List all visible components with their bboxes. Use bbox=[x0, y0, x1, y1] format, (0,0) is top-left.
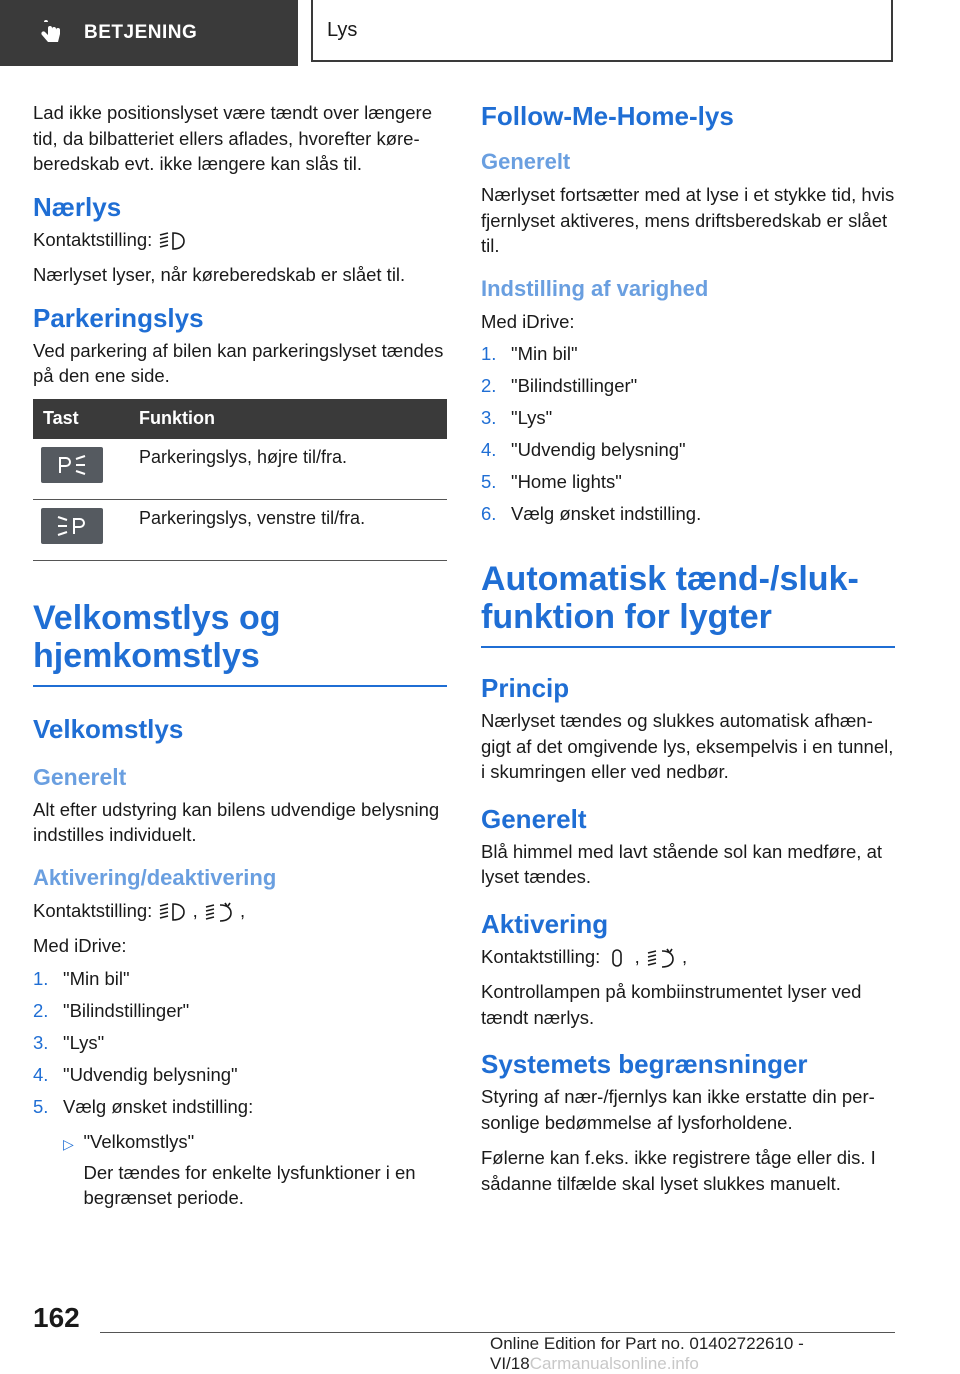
right-column bbox=[481, 100, 895, 1206]
intro-text: Lad ikke positionslyset være tændt over længere tid, da bilbatteriet ellers aflades, hvorefter køreberedskab evt. ikke længere kan slås til. bbox=[33, 102, 432, 174]
list-item: 4. "Udvendig belysning" bbox=[481, 439, 686, 460]
princip-text: Nærlyset tændes og slukkes automatisk afhængigt af det omgivende lys, eksempelvis i en tunnel, i skumringen eller ved nedbør. bbox=[481, 710, 894, 782]
idrive-label: Med iDrive: bbox=[481, 310, 575, 332]
driving-ready-icon bbox=[645, 947, 677, 969]
welcome-steps-list bbox=[33, 963, 447, 1123]
table-row bbox=[33, 499, 447, 560]
generelt-text: Nærlyset fortsætter med at lyse i et stykke tid, hvis fjernlyset aktiveres, mens driftsberedskab er slået til. bbox=[481, 184, 895, 256]
parkering-heading: Parkeringslys bbox=[33, 302, 204, 333]
aktivering-contact: Kontaktstilling: , , bbox=[33, 898, 447, 924]
generelt-heading: Generelt bbox=[33, 763, 127, 790]
parkering-text: Ved parkering af bilen kan parkeringslyset tændes på den ene side. bbox=[33, 339, 444, 386]
page-footer bbox=[0, 1296, 960, 1373]
aktivering-contact: Kontaktstilling: , , bbox=[481, 944, 895, 970]
section-label: BETJENING bbox=[84, 22, 198, 43]
naerlys-contact: Kontaktstilling: bbox=[33, 227, 447, 253]
generelt-heading: Generelt bbox=[481, 149, 571, 174]
list-item: 1. "Min bil" bbox=[33, 967, 130, 989]
list-item: 5. "Home lights" bbox=[481, 471, 622, 492]
chapter-label: Lys bbox=[327, 18, 358, 41]
left-column bbox=[33, 100, 447, 1210]
aktivering-heading: Aktivering/deaktivering bbox=[33, 864, 277, 890]
list-item: 4. "Udvendig belysning" bbox=[33, 1063, 238, 1085]
footer-divider bbox=[100, 1332, 895, 1333]
list-item: 2. "Bilindstillinger" bbox=[481, 375, 638, 396]
table-row bbox=[33, 439, 447, 500]
parking-light-right-icon bbox=[41, 447, 103, 483]
fmh-heading: Follow-Me-Home-lys bbox=[481, 101, 734, 131]
parking-light-left-icon bbox=[41, 508, 103, 544]
generelt2-text: Blå himmel med lavt stående sol kan medføre, at lyset tændes. bbox=[481, 840, 883, 887]
begraensninger-heading: Systemets begrænsninger bbox=[481, 1049, 808, 1079]
watermark: Carmanualsonline.info bbox=[529, 1354, 699, 1373]
list-item: 6. Vælg ønsket indstilling. bbox=[481, 503, 702, 524]
begraensninger-text-1: Styring af nær-/fjernlys kan ikke erstatte din personlige bedømmelse af lysforholdene. bbox=[481, 1086, 875, 1133]
generelt2-heading: Generelt bbox=[481, 803, 587, 834]
ignition-on-icon bbox=[157, 901, 187, 923]
ignition-on-icon bbox=[157, 230, 187, 252]
page-header bbox=[0, 0, 960, 66]
sub-list-item: ▷ "Velkomstlys" Der tændes for enkelte lysfunktioner i en begrænset periode. bbox=[63, 1130, 416, 1208]
naerlys-text: Nærlyset lyser, når køreberedskab er slået til. bbox=[33, 264, 406, 285]
list-item: 5. Vælg ønsket indstilling: bbox=[33, 1095, 254, 1117]
parking-light-table bbox=[33, 399, 447, 561]
section-tab bbox=[0, 0, 298, 66]
idrive-label: Med iDrive: bbox=[33, 935, 127, 956]
generelt-text: Alt efter udstyring kan bilens udvendige belysning indstilles individuelt. bbox=[33, 798, 440, 845]
triangle-bullet-icon: ▷ bbox=[63, 1135, 74, 1152]
varighed-heading: Indstilling af varighed bbox=[481, 275, 709, 301]
list-item: 3. "Lys" bbox=[481, 407, 553, 428]
page-number: 162 bbox=[33, 1302, 80, 1333]
table-cell-function: Parkeringslys, højre til/fra. bbox=[129, 439, 447, 500]
list-item: 2. "Bilindstillinger" bbox=[33, 999, 190, 1021]
princip-heading: Princip bbox=[481, 673, 570, 703]
hand-pointer-icon bbox=[38, 19, 66, 47]
chapter-tab bbox=[311, 0, 893, 62]
velkomst-heading: Velkomstlys bbox=[33, 713, 184, 744]
list-item: 3. "Lys" bbox=[33, 1031, 105, 1053]
auto-section-heading: Automatisk tænd-/slukfunktion for lygter bbox=[481, 560, 895, 648]
fmh-steps-list bbox=[481, 338, 895, 530]
edition-note: Online Edition for Part no. 01402722610 - VI/18Carmanualsonline.info bbox=[490, 1334, 804, 1373]
kontrol-text: Kontrollampen på kombiinstrumentet lyser ved tændt nærlys. bbox=[481, 981, 862, 1028]
welcome-section-heading: Velkomstlys og hjemkomstlys bbox=[33, 599, 447, 687]
aktivering-heading: Aktivering bbox=[481, 908, 609, 939]
driving-ready-icon bbox=[203, 901, 235, 923]
naerlys-heading: Nærlys bbox=[33, 191, 122, 222]
ignition-radio-icon bbox=[605, 947, 629, 969]
table-header-key: Tast bbox=[33, 399, 129, 439]
begraensninger-text-2: Følerne kan f.eks. ikke registrere tåge eller dis. I sådanne tilfælde skal lyset slukkes manuelt. bbox=[481, 1147, 876, 1194]
list-item: 1. "Min bil" bbox=[481, 343, 578, 364]
table-header-function: Funktion bbox=[129, 399, 447, 439]
table-cell-function: Parkeringslys, venstre til/fra. bbox=[129, 499, 447, 560]
